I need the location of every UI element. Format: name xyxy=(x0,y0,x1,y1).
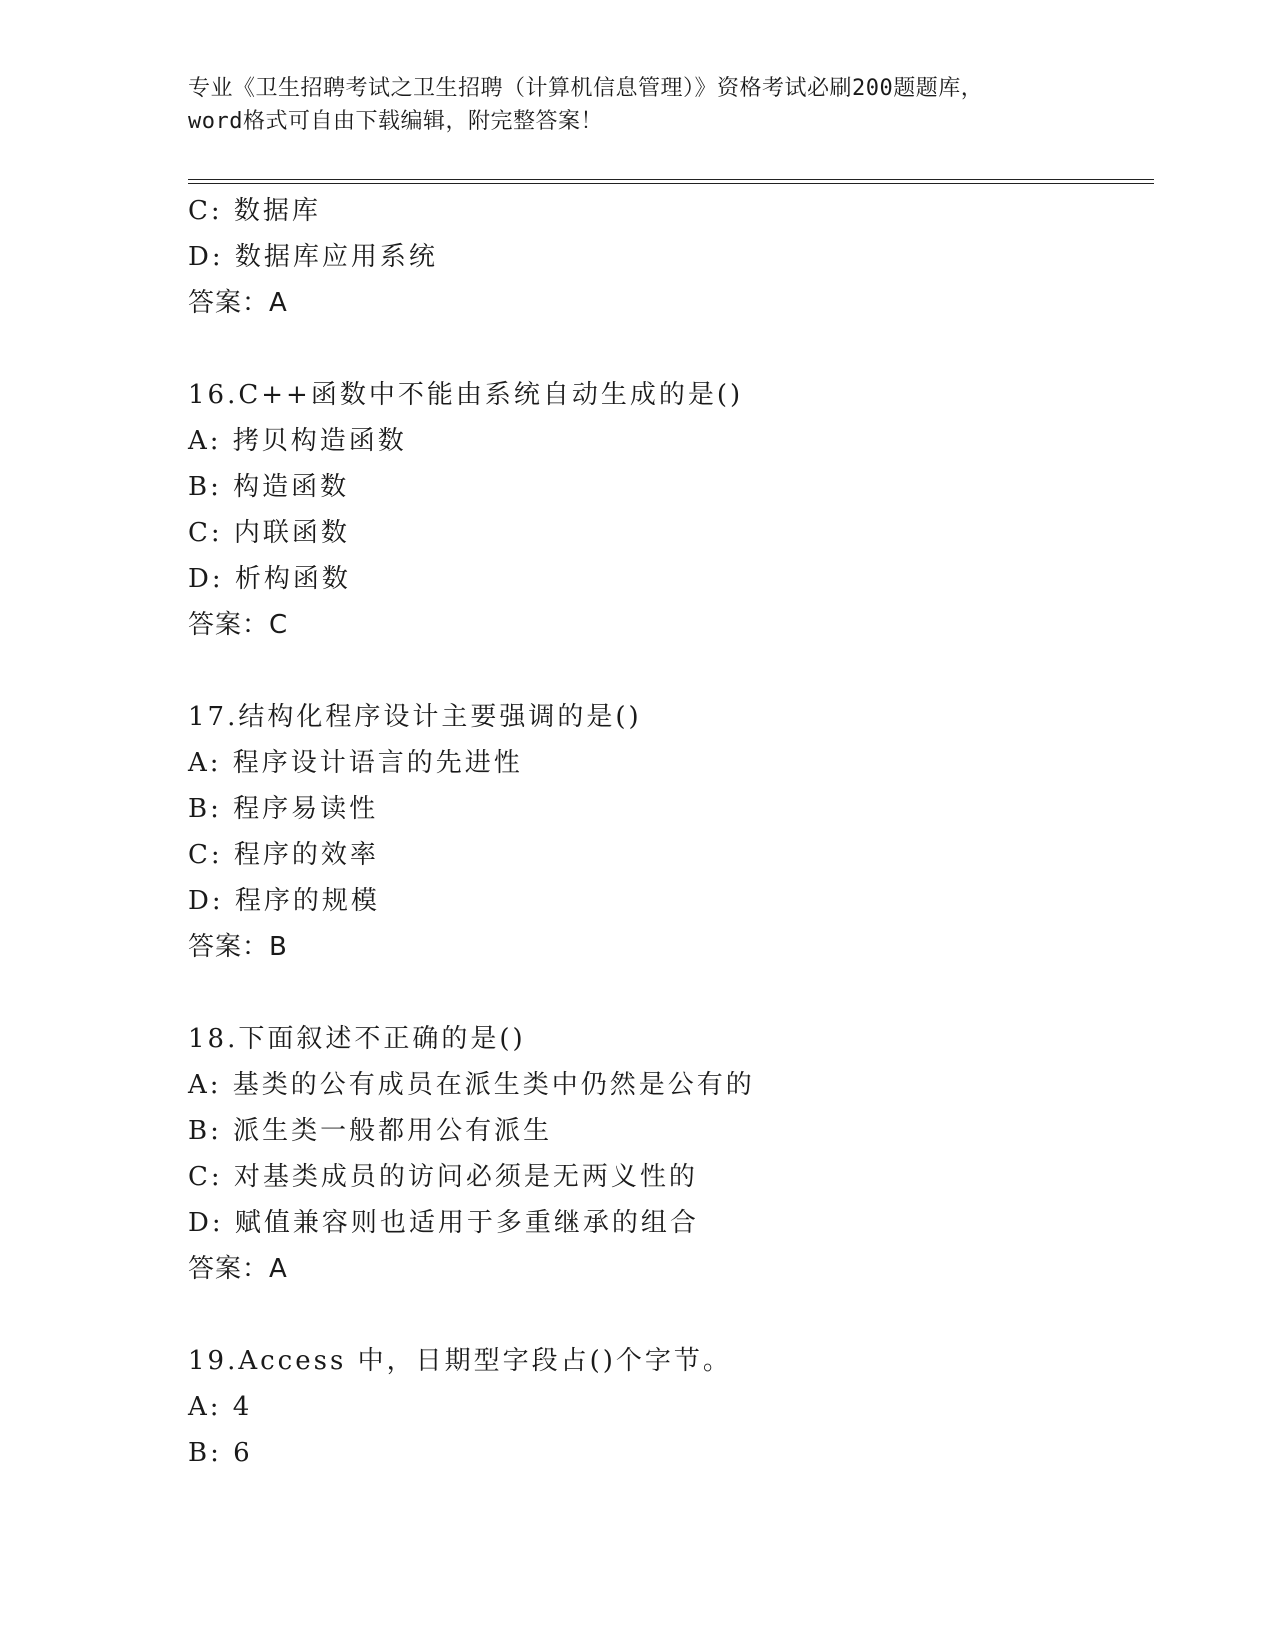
option-c: C: 内联函数 xyxy=(188,518,350,548)
answer-line: 答案：C xyxy=(188,610,289,640)
header-line-1: 专业《卫生招聘考试之卫生招聘（计算机信息管理）》资格考试必刷200题题库， xyxy=(188,76,984,101)
option-b: B: 6 xyxy=(188,1438,253,1468)
question-stem: 16.C++函数中不能由系统自动生成的是() xyxy=(188,380,744,410)
question-list xyxy=(188,188,1148,1476)
answer-line: 答案：B xyxy=(188,932,288,962)
answer-line: 答案：A xyxy=(188,288,288,318)
header-divider-bottom xyxy=(188,183,1154,184)
option-a: A: 4 xyxy=(188,1392,253,1422)
header-divider-top xyxy=(188,179,1154,180)
document-header xyxy=(188,72,1088,138)
spacer xyxy=(188,1292,1148,1338)
spacer xyxy=(188,970,1148,1016)
spacer xyxy=(188,326,1148,372)
question-stem: 17.结构化程序设计主要强调的是() xyxy=(188,702,642,732)
option-a: A: 拷贝构造函数 xyxy=(188,426,407,456)
header-line-2: word格式可自由下载编辑，附完整答案！ xyxy=(188,109,603,134)
option-d: D: 程序的规模 xyxy=(188,886,380,916)
option-b: B: 派生类一般都用公有派生 xyxy=(188,1116,553,1146)
option-b: B: 程序易读性 xyxy=(188,794,379,824)
option-d: D: 析构函数 xyxy=(188,564,351,594)
option-a: A: 基类的公有成员在派生类中仍然是公有的 xyxy=(188,1070,755,1100)
option-c: C: 数据库 xyxy=(188,196,321,226)
option-d: D: 赋值兼容则也适用于多重继承的组合 xyxy=(188,1208,699,1238)
option-c: C: 对基类成员的访问必须是无两义性的 xyxy=(188,1162,698,1192)
option-a: A: 程序设计语言的先进性 xyxy=(188,748,523,778)
question-stem: 18.下面叙述不正确的是() xyxy=(188,1024,526,1054)
spacer xyxy=(188,648,1148,694)
option-c: C: 程序的效率 xyxy=(188,840,379,870)
question-stem: 19.Access 中，日期型字段占()个字节。 xyxy=(188,1346,732,1376)
option-d: D: 数据库应用系统 xyxy=(188,242,438,272)
option-b: B: 构造函数 xyxy=(188,472,350,502)
answer-line: 答案：A xyxy=(188,1254,288,1284)
